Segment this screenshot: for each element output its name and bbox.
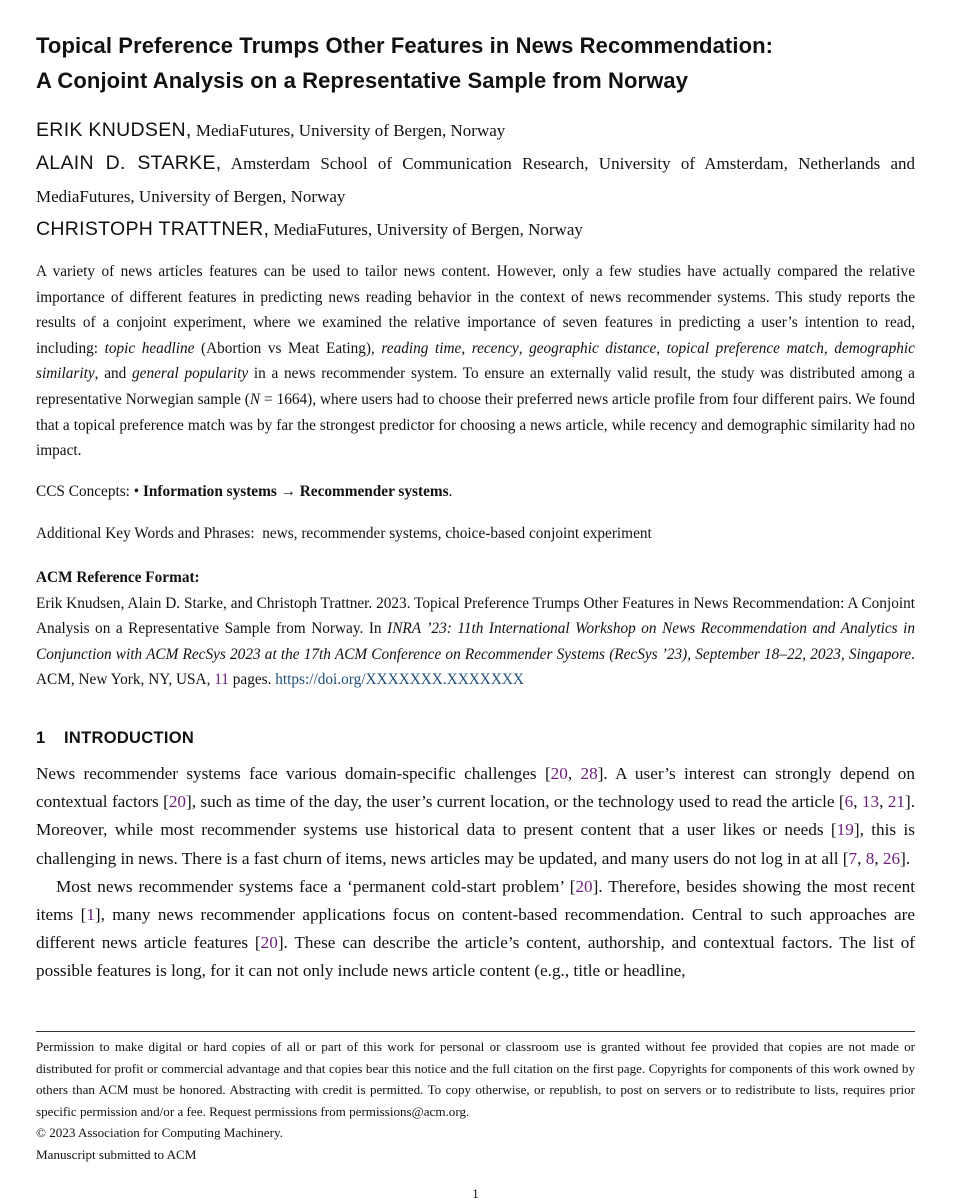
abstract-text: (Abortion vs Meat Eating), bbox=[200, 339, 375, 357]
pages-link[interactable]: 11 bbox=[214, 671, 229, 688]
body-text: ]. Moreover, while most recommender systems use historical data to present content that a user likes or needs [ bbox=[36, 792, 915, 840]
copyright-notice: © 2023 Association for Computing Machinery. bbox=[36, 1125, 283, 1140]
abstract-text: in a news recommender system. To ensure an externally valid result, the study was distributed among a representative Norwegian sample ( bbox=[36, 365, 915, 408]
keywords-label: Additional Key Words and Phrases: bbox=[36, 525, 255, 542]
citation-link[interactable]: 7 bbox=[848, 848, 858, 868]
permission-notice: Permission to make digital or hard copies of all or part of this work for personal or classroom use is granted without fee provided that copies are not made or distributed for profit or commercial advantage and that copies bear this notice and the full citation on the first page. Copyrights for components of this work owned by others than ACM must be honored. Abstracting with credit is permitted. To copy otherwise, or republish, to post on servers or to redistribute to lists, requires prior specific permission and/or a fee. Request permissions from permissions@acm.org. bbox=[36, 1039, 915, 1119]
body-text: ], such as time of the day, the user’s current location, or the technology used to read the article [ bbox=[186, 792, 845, 812]
author-entry bbox=[36, 147, 915, 213]
acm-reference-heading: ACM Reference Format: bbox=[36, 569, 200, 586]
feature-term: geographic distance bbox=[529, 339, 657, 357]
ccs-end: . bbox=[448, 483, 453, 500]
author-name: ERIK KNUDSEN, bbox=[36, 119, 192, 141]
manuscript-note: Manuscript submitted to ACM bbox=[36, 1146, 197, 1162]
author-affiliation: MediaFutures, University of Bergen, Norway bbox=[273, 220, 583, 239]
abstract-text: A variety of news articles features can be used to tailor news content. However, only a few studies have actually compared the relative importance of different features in predicting news reading behavior in the context of news recommender systems. This study reports the results of a conjoint experiment, where we examined the relative importance of seven features in predicting a user’s intention to read, including: bbox=[36, 263, 915, 357]
body-text: News recommender systems face various domain-specific challenges [ bbox=[36, 764, 551, 783]
paper-title bbox=[36, 28, 915, 98]
reference-text: . ACM, New York, NY, USA, bbox=[36, 645, 915, 688]
title-line-2: A Conjoint Analysis on a Representative Sample from Norway bbox=[36, 68, 689, 93]
section-number: 1 bbox=[36, 729, 46, 747]
section-title: INTRODUCTION bbox=[64, 729, 195, 747]
section-heading bbox=[36, 727, 194, 749]
doi-link[interactable]: https://doi.org/XXXXXXX.XXXXXXX bbox=[275, 671, 524, 688]
body-text: ], this is challenging in news. There is a fast churn of items, news articles may be updated, and many users do not log in at all [ bbox=[36, 820, 915, 868]
paragraph: News recommender systems face various domain-specific challenges [20, 28]. A user’s interest can strongly depend on contextual factors [20], such as time of the day, the user’s current location, or the technology used to read the article [6, 13, 21]. Moreover, while most recommender systems use historical data to present content that a user likes or needs [19], this is challenging in news. There is a fast churn of items, news articles may be updated, and many users do not log in at all [7, 8, 26]. bbox=[36, 764, 915, 868]
acm-reference-format bbox=[36, 565, 915, 693]
citation-link[interactable]: 20 bbox=[260, 933, 278, 953]
reference-text: Erik Knudsen, Alain D. Starke, and Christoph Trattner. 2023. Topical Preference Trumps Other Features in News Recommendation: A Conjoint Analysis on a Representative Sample from Norway. In bbox=[36, 594, 915, 637]
citation-link[interactable]: 1 bbox=[86, 905, 95, 925]
author-name: CHRISTOPH TRATTNER, bbox=[36, 218, 270, 240]
citation-link[interactable]: 21 bbox=[887, 792, 905, 812]
citation-link[interactable]: 20 bbox=[575, 876, 593, 896]
footnote-divider bbox=[36, 1031, 915, 1032]
ccs-concept: Information systems bbox=[142, 483, 277, 500]
feature-term: recency bbox=[471, 339, 519, 357]
keywords bbox=[36, 523, 915, 545]
citation-link[interactable]: 8 bbox=[865, 848, 875, 868]
title-line-1: Topical Preference Trumps Other Features in News Recommendation: bbox=[36, 33, 774, 58]
citation-link[interactable]: 20 bbox=[168, 792, 187, 812]
citation-link[interactable]: 20 bbox=[550, 764, 568, 783]
footnote bbox=[36, 1036, 915, 1165]
abstract-text: and bbox=[104, 365, 127, 383]
ccs-subconcept: Recommender systems bbox=[299, 483, 449, 500]
feature-term: topic headline bbox=[104, 339, 195, 357]
reference-text: pages. bbox=[232, 671, 272, 688]
feature-term: topical preference match bbox=[666, 339, 824, 357]
author-entry bbox=[36, 213, 915, 246]
acm-reference-text bbox=[36, 591, 915, 693]
sample-size-variable: N bbox=[249, 390, 261, 408]
feature-term: general popularity bbox=[132, 365, 249, 383]
introduction-body bbox=[36, 760, 915, 986]
citation-link[interactable]: 19 bbox=[836, 820, 854, 840]
body-text: Most news recommender systems face a ‘permanent cold-start problem’ [ bbox=[56, 876, 576, 896]
author-name: ALAIN D. STARKE, bbox=[36, 152, 222, 174]
citation-link[interactable]: 6 bbox=[844, 792, 854, 812]
citation-link[interactable]: 13 bbox=[861, 792, 880, 812]
body-text: ]. Therefore, besides showing the most recent items [ bbox=[36, 876, 915, 925]
author-affiliation: MediaFutures, University of Bergen, Norway bbox=[195, 121, 506, 140]
arrow-icon: → bbox=[280, 483, 296, 500]
feature-term: reading time bbox=[381, 339, 462, 357]
feature-term: demographic similarity bbox=[36, 339, 915, 383]
body-text: ]. These can describe the article’s content, authorship, and contextual factors. The list of possible features is long, for it can not only include news article content (e.g., title or headline, bbox=[36, 933, 916, 981]
citation-link[interactable]: 26 bbox=[882, 848, 901, 868]
citation-link[interactable]: 28 bbox=[580, 764, 598, 783]
ccs-label: CCS Concepts: • bbox=[36, 483, 140, 500]
body-text: ]. bbox=[900, 848, 911, 868]
ccs-concepts bbox=[36, 481, 915, 503]
author-entry bbox=[36, 114, 915, 147]
author-block bbox=[36, 114, 915, 246]
body-text: ], many news recommender applications focus on content-based recommendation. Central to such approaches are different news article features [ bbox=[36, 905, 915, 953]
reference-venue: INRA ’23: 11th International Workshop on News Recommendation and Analytics in Conjunction with ACM RecSys 2023 at the 17th ACM Conference on Recommender Systems (RecSys ’23), September 18–22, 2023, Singapore bbox=[36, 620, 915, 663]
abstract: A variety of news articles features can be used to tailor news content. However, only a few studies have actually compared the relative importance of different features in predicting news reading behavior in the context of news recommender systems. This study reports the results of a conjoint experiment, where we examined the relative importance of seven features in predicting a user’s intention to read, including: topic headline (Abortion vs Meat Eating), reading time, recency, geographic distance, topical preference match, demographic similarity, and general popularity in a news recommender system. To ensure an externally valid result, the study was distributed among a representative Norwegian sample (N = 1664), where users had to choose their preferred news article profile from four different pairs. We found that a topical preference match was by far the strongest predictor for choosing a news article, while recency and demographic similarity had no impact. bbox=[36, 263, 915, 460]
paragraph bbox=[36, 873, 915, 986]
keywords-text: news, recommender systems, choice-based conjoint experiment bbox=[262, 525, 652, 542]
abstract-text: = 1664), where users had to choose their preferred news article profile from four different pairs. We found that a topical preference match was by far the strongest predictor for choosing a news article, while recency and demographic similarity had no impact. bbox=[36, 390, 915, 460]
page-number: 1 bbox=[472, 1186, 479, 1201]
body-text: ]. A user’s interest can strongly depend on contextual factors [ bbox=[36, 764, 915, 812]
author-affiliation: Amsterdam School of Communication Research, University of Amsterdam, Netherlands and MediaFutures, University of Bergen, Norway bbox=[36, 154, 916, 206]
